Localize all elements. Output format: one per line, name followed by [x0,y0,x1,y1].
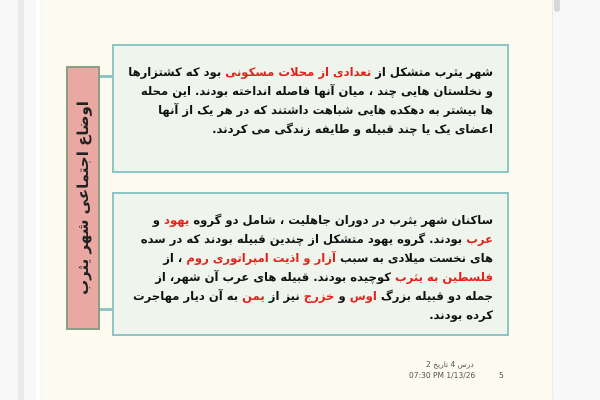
paragraph-text: و [152,213,165,227]
highlighted-text: خزرج [303,289,335,303]
paragraph-text: کوچیده بودند. قبیله های عرب آن شهر، از جمله دو قبیله بزرگ [155,270,493,303]
left-margin [0,0,36,400]
top-mark [554,0,560,12]
footer-lesson: درس 4 تاریخ 2 [426,360,474,369]
vertical-title: اوضاع اجتماعی شهر یثرب [74,101,92,295]
highlighted-text: یمن [242,289,265,303]
highlighted-text: یهود [164,213,190,227]
highlighted-text: عرب [466,232,493,246]
page-number: 5 [499,371,504,380]
paragraph-text: بودند. گروه یهود متشکل از چندین قبیله بودند که در سده های نخست میلادی به سبب [140,232,493,265]
paragraph-text: ساکنان شهر یثرب در دوران جاهلیت ، شامل دو گروه [189,213,493,227]
text-box-2 [112,192,509,336]
paragraph-2 [114,194,507,325]
paragraph-text: نیز از [264,289,304,303]
right-margin [552,0,600,400]
highlighted-text: اوس [349,289,377,303]
paragraph-text: شهر یثرب متشکل از [371,65,493,79]
footer-datetime: 07:30 PM 1/13/26 [409,371,476,380]
margin-bar [18,0,24,400]
highlighted-text: تعدادی از محلات مسکونی [225,65,372,79]
highlighted-text: فلسطین به یثرب [395,270,493,284]
paragraph-text: بود که کشتزارها و نخلستان هایی چند ، میان آنها فاصله انداخته بودند. این محله ها بیشتر به دهکده هایی شباهت داشتند که در هر یک از آنها اعضای یک یا چند قبیله و طایفه زندگی می کردند. [128,65,493,136]
paragraph-text: و [334,289,350,303]
paragraph-text: به آن دیار مهاجرت کرده بودند. [133,289,493,322]
text-box-1 [112,44,509,173]
paragraph-1 [114,46,507,139]
paragraph-text: ، از [163,251,187,265]
vertical-title-box [66,66,100,330]
highlighted-text: آزار و اذیت امپراتوری روم [186,251,336,265]
